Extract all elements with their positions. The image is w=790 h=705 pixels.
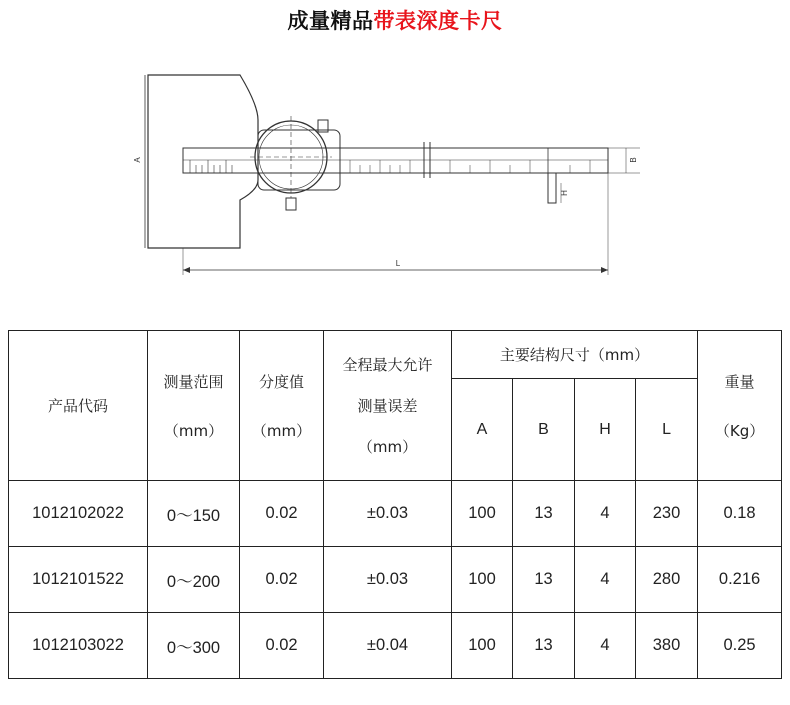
header-weight: 重量 （Kg）	[698, 331, 782, 481]
cell-error: ±0.03	[324, 547, 452, 613]
cell-range: 0～300	[148, 613, 240, 679]
hook	[548, 173, 556, 203]
adjust-knob	[286, 198, 296, 210]
header-division: 分度值 （mm）	[240, 331, 324, 481]
caliper-beam	[183, 148, 608, 173]
cell-weight: 0.25	[698, 613, 782, 679]
spec-table	[8, 330, 782, 679]
table-row	[9, 481, 782, 547]
header-code: 产品代码	[9, 331, 148, 481]
cell-division: 0.02	[240, 481, 324, 547]
label-h: H	[560, 190, 569, 196]
header-b: B	[513, 379, 575, 481]
cell-division: 0.02	[240, 547, 324, 613]
title-product: 带表深度卡尺	[373, 9, 503, 33]
cell-a: 100	[452, 613, 513, 679]
cell-h: 4	[575, 613, 636, 679]
cell-code: 1012103022	[9, 613, 148, 679]
cell-weight: 0.216	[698, 547, 782, 613]
cell-a: 100	[452, 481, 513, 547]
header-dims: 主要结构尺寸（mm）	[452, 331, 698, 379]
caliper-base	[148, 75, 258, 248]
cell-h: 4	[575, 547, 636, 613]
cell-error: ±0.04	[324, 613, 452, 679]
cell-b: 13	[513, 547, 575, 613]
cell-l: 280	[636, 547, 698, 613]
table-row	[9, 613, 782, 679]
label-l: L	[395, 259, 401, 268]
caliper-diagram	[0, 0, 790, 300]
label-a: A	[133, 157, 142, 163]
cell-range: 0～150	[148, 481, 240, 547]
header-l: L	[636, 379, 698, 481]
table-row	[9, 547, 782, 613]
header-range: 测量范围 （mm）	[148, 331, 240, 481]
header-error: 全程最大允许 测量误差 （mm）	[324, 331, 452, 481]
cell-error: ±0.03	[324, 481, 452, 547]
cell-b: 13	[513, 481, 575, 547]
title-brand: 成量精品	[287, 9, 374, 33]
cell-b: 13	[513, 613, 575, 679]
header-a: A	[452, 379, 513, 481]
cell-division: 0.02	[240, 613, 324, 679]
cell-code: 1012101522	[9, 547, 148, 613]
label-b: B	[629, 157, 638, 163]
cell-weight: 0.18	[698, 481, 782, 547]
cell-h: 4	[575, 481, 636, 547]
cell-l: 380	[636, 613, 698, 679]
cell-code: 1012102022	[9, 481, 148, 547]
cell-range: 0～200	[148, 547, 240, 613]
cell-l: 230	[636, 481, 698, 547]
cell-a: 100	[452, 547, 513, 613]
header-h: H	[575, 379, 636, 481]
